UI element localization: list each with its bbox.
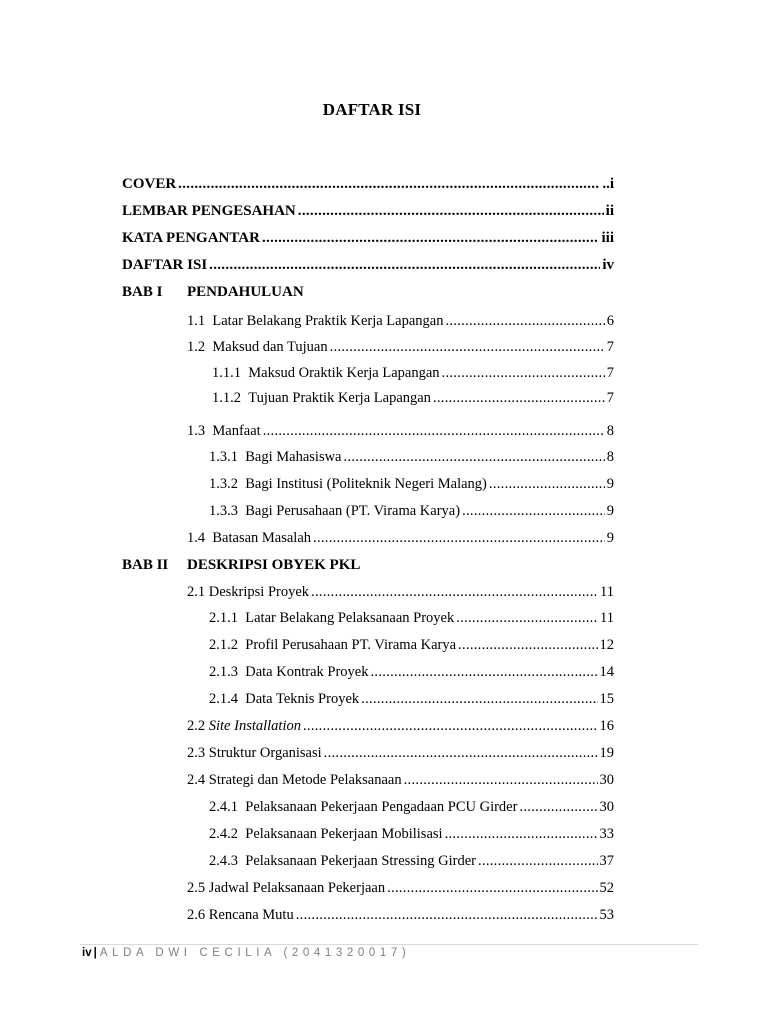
dot-leader [445,312,604,330]
dot-leader [478,852,598,870]
dot-leader [344,448,605,466]
dot-leader [489,475,605,493]
dot-leader [311,583,598,601]
section-title: Pelaksanaan Pekerjaan Pengadaan PCU Girder [245,799,518,815]
toc-entry [187,338,614,356]
chapter-title: DESKRIPSI OBYEK PKL [187,557,361,573]
toc-entry-page: 7 [606,390,614,406]
toc-entry-page: ..i [602,176,614,192]
toc-entry [187,906,614,924]
toc-entry-page: ii [605,203,614,219]
toc-entry-page: 9 [606,503,614,519]
section-title: Bagi Institusi (Politeknik Negeri Malang) [245,476,487,492]
section-number: 2.1 [187,584,206,600]
toc-entry-page: 33 [599,826,614,842]
section-title: Maksud dan Tujuan [212,339,328,355]
toc-entry [187,583,614,601]
toc-entry [187,771,614,789]
section-title: Tujuan Praktik Kerja Lapangan [248,390,431,406]
toc-entry [209,609,614,627]
toc-entry-lembar-pengesahan [122,202,614,220]
toc-entry-page: 6 [606,313,614,329]
chapter-title: PENDAHULUAN [187,284,304,300]
dot-leader [330,338,605,356]
toc-entry-page: 37 [599,853,614,869]
section-title: Data Teknis Proyek [245,691,360,707]
section-title: Jadwal Pelaksanaan Pekerjaan [208,880,386,896]
section-number: 2.5 [187,880,206,896]
toc-entry [187,744,614,762]
toc-entry-page: 8 [606,423,614,439]
toc-entry-page: 9 [606,530,614,546]
section-number: 2.4.1 [209,799,238,815]
toc-entry [187,529,614,547]
section-number: 2.4.3 [209,853,238,869]
dot-leader [209,256,600,274]
section-number: 2.6 [187,907,206,923]
toc-entry-page: 11 [600,584,614,600]
section-number: 1.3.3 [209,503,238,519]
dot-leader [296,906,598,924]
toc-entry-label: LEMBAR PENGESAHAN [122,203,296,219]
dot-leader [324,744,598,762]
footer-author: ALDA DWI CECILIA (2041320017) [99,947,411,959]
section-number: 1.2 [187,339,206,355]
toc-entry [209,825,614,843]
section-title: Pelaksanaan Pekerjaan Mobilisasi [245,826,443,842]
toc-entry-cover [122,175,614,193]
toc-entry [209,475,614,493]
toc-entry [209,852,614,870]
toc-entry-page: 53 [599,907,614,923]
dot-leader [263,422,605,440]
section-title: Batasan Masalah [212,530,312,546]
toc-entry [187,879,614,897]
toc-entry-page: 8 [606,449,614,465]
section-title: Rencana Mutu [208,907,294,923]
toc-entry [209,448,614,466]
section-number: 2.2 [187,718,206,734]
toc-entry [187,422,614,440]
chapter-number: BAB I [122,284,163,300]
toc-entry-page: iii [601,230,614,246]
dot-leader [303,717,598,735]
dot-leader [456,609,598,627]
footer-separator: | [93,947,97,959]
section-title: Deskripsi Proyek [208,584,310,600]
toc-entry-page: 7 [606,365,614,381]
section-title: Manfaat [212,423,261,439]
section-number: 1.3.1 [209,449,238,465]
dot-leader [404,771,598,789]
section-title: Bagi Perusahaan (PT. Virama Karya) [245,503,461,519]
toc-entry-page: 30 [599,799,614,815]
section-title: Latar Belakang Pelaksanaan Proyek [245,610,455,626]
section-title: Strategi dan Metode Pelaksanaan [208,772,402,788]
section-number: 2.3 [187,745,206,761]
toc-entry-page: 9 [606,476,614,492]
toc-entry-label: KATA PENGANTAR [122,230,260,246]
dot-leader [458,636,597,654]
dot-leader [361,690,597,708]
chapter-number: BAB II [122,557,169,573]
dot-leader [387,879,597,897]
section-number: 2.1.1 [209,610,238,626]
section-number: 1.1.2 [212,390,241,406]
page-title: DAFTAR ISI [322,100,422,119]
page-footer [82,947,410,959]
toc-entry [209,798,614,816]
section-title: Data Kontrak Proyek [245,664,369,680]
toc-entry [212,389,614,407]
toc-entry [187,717,614,735]
section-title: Profil Perusahaan PT. Virama Karya [245,637,457,653]
section-number: 2.4 [187,772,206,788]
dot-leader [178,175,600,193]
section-number: 1.4 [187,530,206,546]
toc-entry-label: DAFTAR ISI [122,257,208,273]
toc-entry-daftar-isi [122,256,614,274]
section-number: 2.1.2 [209,637,238,653]
toc-entry-page: 15 [599,691,614,707]
section-title: Pelaksanaan Pekerjaan Stressing Girder [245,853,476,869]
section-title: Struktur Organisasi [208,745,322,761]
toc-entry-page: iv [602,257,614,273]
toc-entry-page: 30 [599,772,614,788]
toc-entry [209,663,614,681]
section-title: Maksud Oraktik Kerja Lapangan [248,365,440,381]
toc-entry [212,364,614,382]
section-number: 2.1.4 [209,691,238,707]
section-title: Site Installation [208,718,301,734]
section-number: 1.1.1 [212,365,241,381]
section-number: 1.1 [187,313,206,329]
section-number: 1.3 [187,423,206,439]
section-number: 2.4.2 [209,826,238,842]
section-title: Bagi Mahasiswa [245,449,342,465]
footer-divider [80,944,698,945]
footer-page-number: iv [82,947,92,959]
dot-leader [442,364,605,382]
toc-entry-kata-pengantar [122,229,614,247]
toc-entry [209,502,614,520]
dot-leader [433,389,605,407]
dot-leader [445,825,598,843]
toc-entry [209,636,614,654]
section-number: 2.1.3 [209,664,238,680]
section-number: 1.3.2 [209,476,238,492]
dot-leader [262,229,600,247]
dot-leader [519,798,597,816]
toc-entry-page: 19 [599,745,614,761]
dot-leader [298,202,604,220]
dot-leader [462,502,605,520]
dot-leader [370,663,597,681]
section-title: Latar Belakang Praktik Kerja Lapangan [212,313,444,329]
toc-entry-page: 11 [600,610,614,626]
toc-entry-page: 16 [599,718,614,734]
toc-entry [187,312,614,330]
toc-entry-label: COVER [122,176,177,192]
toc-entry-page: 7 [606,339,614,355]
toc-entry [209,690,614,708]
toc-entry-page: 14 [599,664,614,680]
dot-leader [313,529,605,547]
toc-entry-page: 12 [599,637,614,653]
toc-entry-page: 52 [599,880,614,896]
